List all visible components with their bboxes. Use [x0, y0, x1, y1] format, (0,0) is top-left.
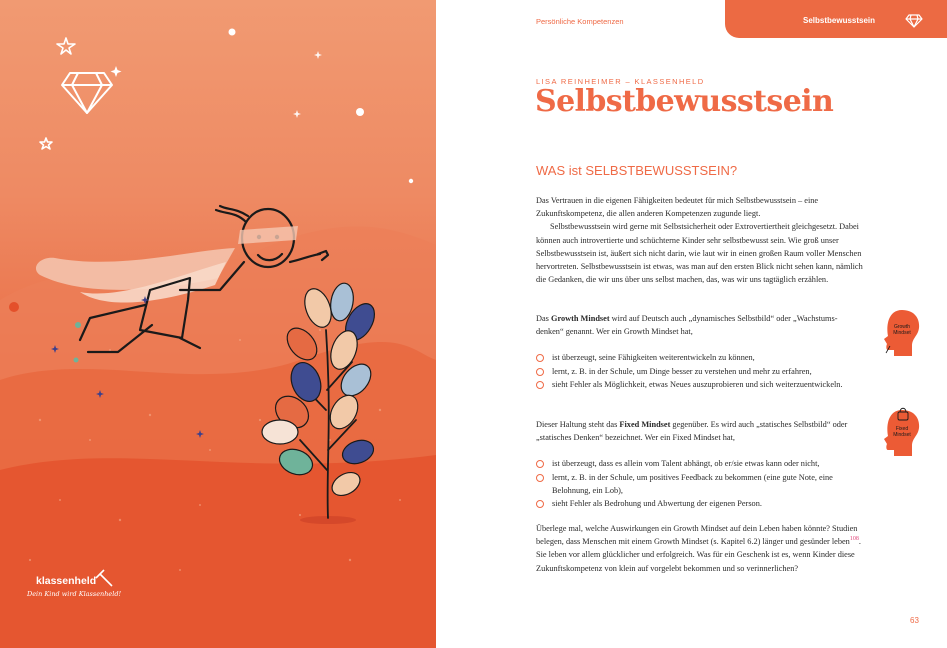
- section-heading: WAS ist SELBSTBEWUSSTSEIN?: [536, 163, 738, 178]
- running-head: Persönliche Kompetenzen: [536, 17, 624, 26]
- paragraph: Das Vertrauen in die eigenen Fähigkeiten bedeutet für mich Selbstbewusstsein – eine Zukunftskompetenz, die allen anderen Kompetenzen zugunde liegt.: [536, 196, 819, 219]
- fixed-mindset-section: [536, 418, 858, 510]
- growth-mindset-section: [536, 312, 854, 391]
- chapter-tab: [725, 0, 947, 38]
- closing-text: [536, 522, 864, 575]
- page-title: Selbstbewusstsein: [535, 84, 834, 119]
- fixed-mindset-head-illustration: [882, 404, 922, 462]
- fixed-mindset-label: Fixed Mindset: [893, 426, 911, 438]
- illustration-page: [0, 0, 436, 648]
- term-growth-mindset: Growth Mindset: [550, 314, 610, 323]
- growth-list: [536, 351, 854, 391]
- intro-text: [536, 194, 864, 286]
- list-item: ist überzeugt, dass es allein vom Talent abhängt, ob er/sie etwas kann oder nicht,: [536, 457, 858, 470]
- growth-mindset-label: Growth Mindset: [893, 324, 911, 336]
- paragraph: Überlege mal, welche Auswirkungen ein Growth Mindset auf dein Leben haben könnte? Studien belegen, dass Menschen mit einem Growth Mindset (s. Kapitel 6.2) länger und gesünder leben$^{108}$. Sie leben vor allem glücklicher und erfolgreich. Was für ein Geschenk ist es, wenn Kinder diese Zukunftskompetenz von klein auf vorgelebt bekommen und so verinnerlichen?: [536, 524, 861, 573]
- text-page: [436, 0, 947, 648]
- list-item: lernt, z. B. in der Schule, um Dinge besser zu verstehen und mehr zu erfahren,: [536, 365, 854, 378]
- footnote-ref[interactable]: 108: [849, 536, 859, 543]
- paragraph: Selbstbewusstsein wird gerne mit Selbstsicherheit oder Extrovertiertheit gleichgesetzt. Dabei können auch introvertierte und schüchterne Kinder sehr selbstbewusst sein. Wie groß unser Selbstbewusstsein ist, äußert sich nicht darin, wie laut wir in einen großen Raum voller Menschen hervortreten. Selbstbewusstsein ist etwas, was man auf den ersten Blick nicht sehen kann, nämlich die Gedanken, die wir uns über uns selbst machen, das, was wir uns tagtäglich erzählen.: [536, 222, 863, 285]
- list-item: ist überzeugt, seine Fähigkeiten weiterentwickeln zu können,: [536, 351, 854, 364]
- list-item: sieht Fehler als Bedrohung und Abwertung der eigenen Person.: [536, 497, 858, 510]
- diamond-icon: [905, 12, 923, 28]
- diamond-icon: [62, 73, 112, 113]
- paragraph: Das Growth Mindset wird auf Deutsch auch „dynamisches Selbstbild“ oder „Wachstumsdenken“ genannt. Wer ein Growth Mindset hat,: [536, 314, 838, 337]
- brand-tagline: Dein Kind wird Klassenheld!: [27, 590, 122, 598]
- chapter-tab-label: Selbstbewusstsein: [803, 16, 876, 25]
- list-item: sieht Fehler als Möglichkeit, etwas Neues auszuprobieren und sich weiterzuentwickeln.: [536, 378, 854, 391]
- superhero-illustration: [0, 0, 436, 648]
- list-item: lernt, z. B. in der Schule, um positives Feedback zu bekommen (eine gute Note, eine Belohnung, ein Lob),: [536, 471, 858, 497]
- brand-logo: klassenheld: [36, 575, 97, 587]
- fixed-list: [536, 457, 858, 510]
- term-fixed-mindset: Fixed Mindset: [619, 420, 671, 429]
- growth-mindset-head-illustration: [882, 306, 922, 362]
- paragraph: Dieser Haltung steht das Fixed Mindset gegenüber. Es wird auch „statisches Selbstbild“ oder „statisches Denken“ bezeichnet. Wer ein Fixed Mindset hat,: [536, 420, 848, 443]
- author-kicker: LISA REINHEIMER – KLASSENHELD: [536, 77, 705, 86]
- page-number: 63: [910, 616, 919, 625]
